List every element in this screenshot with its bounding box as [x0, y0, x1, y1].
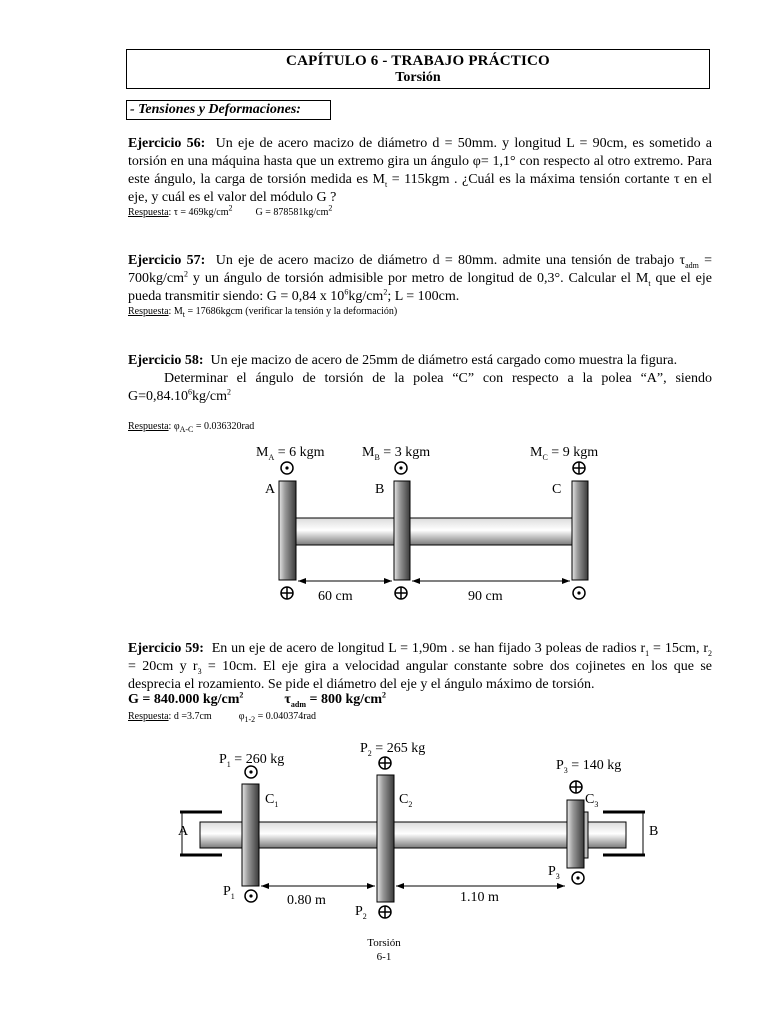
exercise-58-label: Ejercicio 58:: [128, 353, 204, 368]
shaft-59: [200, 822, 626, 848]
dimension-080-label: 0.80 m: [287, 893, 326, 908]
footer-title: Torsión: [367, 937, 401, 949]
chapter-title: CAPÍTULO 6 - TRABAJO PRÁCTICO: [286, 53, 550, 69]
topic-title: Torsión: [395, 70, 441, 85]
dimension-arrow-110: [396, 883, 565, 889]
label-c1: $C_1$: [265, 792, 279, 809]
label-p1: $P_1 = 260$ kg: [219, 752, 285, 769]
pulley-a: [279, 481, 296, 580]
dimension-110-label: 1.10 m: [460, 890, 499, 905]
label-p2-bottom: $P_2$: [355, 904, 367, 921]
exercise-57-text: Ejercicio 57: Un eje de acero macizo de diámetro d = 80mm. admite una tensión de trabajo $\tau_{adm} = 700kg/cm^2$ y un ángulo de torsión admisible por metro de longitud de 0,3°. Calcular el $M_t$ que el eje pueda transmitir siendo: G = 0,84 x $10^6kg/cm^2$; L = 100cm.: [128, 253, 712, 304]
label-p1-bottom: $P_1$: [223, 884, 235, 901]
cross-circle-icon-a-bottom: [281, 587, 293, 599]
pulley-c: [572, 481, 588, 580]
pulley-c2: [377, 775, 394, 902]
exercise-59-label: Ejercicio 59:: [128, 641, 204, 656]
label-c2: $C_2$: [399, 792, 413, 809]
dot-circle-icon-a-top: [281, 462, 293, 474]
pulley-c3: [567, 800, 584, 868]
exercise-58-text: Ejercicio 58: Un eje macizo de acero de 25mm de diámetro está cargado como muestra la figura. Determinar el ángulo de torsión de la polea “C” con respecto a la polea “A”, siendo $G=0,84.10^6kg/cm^2$: [128, 353, 712, 404]
dimension-arrow-080: [261, 883, 375, 889]
exercise-59-answer: Respuesta: d =3.7cm $\varphi_{1-2} = 0.040374rad$: [128, 711, 317, 724]
dimension-90-label: 90 cm: [468, 589, 503, 604]
label-c3: $C_3$: [585, 792, 599, 809]
label-p3: $P_3 = 140$ kg: [556, 758, 622, 775]
cross-circle-icon-b-bottom: [395, 587, 407, 599]
dot-circle-icon-b-top: [395, 462, 407, 474]
label-pulley-a: A: [265, 482, 276, 497]
label-pulley-c: C: [552, 482, 562, 497]
cross-circle-icon-p2-top: [379, 757, 391, 769]
label-bearing-a: A: [178, 824, 189, 839]
exercise-56-answer: Respuesta: $\tau = 469kg/cm^2$ $G = 878581kg/cm^2$: [128, 203, 333, 218]
label-p2: $P_2 = 265$ kg: [360, 741, 426, 758]
dimension-arrow-90: [412, 578, 570, 584]
shaft-ab: [296, 518, 394, 545]
dimension-arrow-60: [298, 578, 392, 584]
exercise-59-data: G = 840.000 $kg/cm^2$ $\tau_{adm} = 800$ $kg/cm^2$: [128, 690, 387, 709]
pulley-c3-hub: [584, 812, 588, 858]
label-ma: $M_A = 6$ kgm: [256, 445, 325, 462]
page-number: 6-1: [376, 951, 392, 963]
label-bearing-b: B: [649, 824, 659, 839]
exercise-58-answer: Respuesta: $\varphi_{A-C} = 0.036320rad$: [128, 421, 255, 434]
shaft-bc: [410, 518, 572, 545]
dot-circle-icon-p3-bottom: [572, 872, 584, 884]
exercise-57-label: Ejercicio 57:: [128, 253, 206, 268]
cross-circle-icon-p3-top: [570, 781, 582, 793]
dot-circle-icon-p1-bottom: [245, 890, 257, 902]
exercise-57-answer: Respuesta: $M_t$ = 17686kgcm (verificar la tensión y la deformación): [128, 306, 398, 319]
exercise-59-text: Ejercicio 59: En un eje de acero de longitud L = 1,90m . se han fijado 3 poleas de radios $r_1 = 15cm$, $r_2 = 20cm$ y $r_3 = 10cm$. El eje gira a velocidad angular constante sobre dos cojinetes en los que se desprecia el rozamiento. Se pide el diámetro del eje y el ángulo máximo de torsión.: [128, 641, 712, 692]
label-pulley-b: B: [375, 482, 385, 497]
label-p3-bottom: $P_3$: [548, 864, 560, 881]
exercise-56-label: Ejercicio 56:: [128, 136, 206, 151]
pulley-b: [394, 481, 410, 580]
label-mb: $M_B = 3$ kgm: [362, 445, 431, 462]
cross-circle-icon-p2-bottom: [379, 906, 391, 918]
cross-circle-icon-c-top: [573, 462, 585, 474]
label-mc: $M_C = 9$ kgm: [530, 445, 599, 462]
exercise-56-text: Ejercicio 56: Un eje de acero macizo de diámetro d = 50mm. y longitud L = 90cm, es sometido a torsión en una máquina hasta que un extremo gira un ángulo φ= 1,1° con respecto al otro extremo. Para este ángulo, la carga de torsión medida es $M_t = 115kgm$ . ¿Cuál es la máxima tensión cortante τ en el eje, y cuál es el valor del módulo G ?: [128, 136, 713, 205]
section-heading: - Tensiones y Deformaciones:: [126, 100, 331, 120]
dimension-60-label: 60 cm: [318, 589, 353, 604]
dot-circle-icon-c-bottom: [573, 587, 585, 599]
pulley-c1: [242, 784, 259, 886]
